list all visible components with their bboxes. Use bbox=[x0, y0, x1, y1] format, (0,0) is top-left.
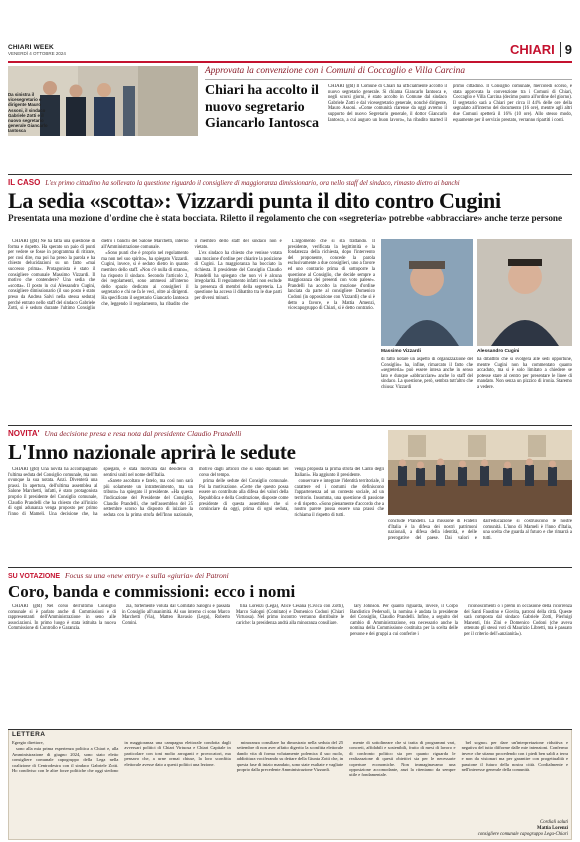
story4-kicker: Focus su una «new entry» e sulla «giuria» dei Patroni bbox=[64, 571, 229, 580]
story4-para-1: CHIARI (gtd) Nel corso dell'ultimo Consiglio comunale si è parlato anche di Commissioni e di rappresentanti dell'Amministrazione in seno alle associazioni. In primo luogo è stata istituita la nuova Commissione di Controllo e Garanzia. bbox=[8, 604, 116, 632]
story1-headline: Chiari ha accolto il nuovo segretario Giancarlo Iantosca bbox=[205, 83, 319, 131]
signature-closing: Cordiali saluti bbox=[540, 820, 568, 825]
story3-body bbox=[8, 467, 384, 563]
letter-para-1: sono alla mia prima esperienza politica a Chiari e, alla Amministrazione di giugno 2024, sono stato eletto consigliere comunale capogruppo della Lega nella coalizione di Centrodestra con il sindaco Gabriele Zotti. Ho condiviso con le altre forze politiche che oggi siedono in maggioranza una campagna elettorale condotta dagli avversari politici di Chiari Virtuosa e Chiari Capitale in particolare con toni molto arroganti e provocatori, ma pensavo che, a urne ormai chiuse, la loro sconfitta elettorale avesse dato a questi politici una lezione. bbox=[12, 740, 231, 774]
letter-label: LETTERA bbox=[12, 731, 46, 738]
story3-label: NOVITA' bbox=[8, 429, 40, 438]
story2-para-4: L'argomento che si sta trattando. Il presidente, verificata la legittimità e la fondatezza della richiesta, dopo l'intervento del proponente, concede la parola esclusivamente a due consiglieri, uno a favore ed uno contrario prima di sottoporre la questione al Consiglio, che decide sempre a maggioranza dei presenti con voto palese». Prandelli ha accolto la mozione d'ordine lanciata da parte al consigliere Domenico Codoni (in opposizione con Vizzardi) che si è detto a favore, e la Mattia Amenzi, vicecapogruppo di Chiari, si è detto contrario. bbox=[287, 239, 375, 312]
page-number: 9 bbox=[560, 42, 572, 57]
story4-para-5: riconoscimenti o i premi in occasione della ricorrenza dei Santi Faustino e Giovita, patroni della città. Queste sarà composta dal sindaco Gabriele Zotti, Pierluigi Manenti, Iris Zini e Domenico Codoni (che aveva ottenuto gli stessi voti di Maurizio Libretti, ma è passato per il criterio dell'«anzianità»). bbox=[464, 604, 572, 637]
story4-para-2: zia, fortemente voluta dal Comitato Salogni e passata in Consiglio all'unanimità. Al suo interno ci sono Marco Marchetti (Via), Matteo Ravasio (Lega), Roberto Comini. bbox=[122, 604, 230, 626]
caption-vizzardi: Massimo Vizzardi bbox=[381, 349, 421, 354]
masthead-right bbox=[510, 42, 572, 57]
story2-kicker: L'ex primo cittadino ha sollevato la questione riguardo il consigliere di maggioranza dimissionario, ora nello staff del sindaco, rimasto dietro ai banchi bbox=[45, 180, 460, 187]
story3-kicker: Una decisione presa e resa nota dal presidente Claudio Prandelli bbox=[44, 429, 242, 438]
signature-role: consigliere comunale capogruppo Lega-Chiari bbox=[477, 831, 568, 837]
letter-signature bbox=[478, 820, 568, 837]
story3-para-4: conservare e integrare l'identità territoriale, il carattere ed i costumi che definiscono l'appartenenza ad un contesto sociale, ad un territorio. Insomma, una questione di passione e di rispetto. «Sono pienamente d'accordo che a nostro parere possa essere una prassi che richiama il rispetto di tutti. bbox=[294, 479, 384, 518]
section-name: CHIARI bbox=[509, 42, 555, 57]
story3-rule-top bbox=[8, 425, 572, 426]
letter-greeting: Egregio direttore, bbox=[12, 740, 44, 745]
letter-para-2: minoranza consiliare ha dimostrato nella seduta del 25 settembre di non aver affatto digerito la sconfitta elettorale dando vita di forma volutamente polemica il suo ruolo, addirittura vociferando su dettare della Giunta Zotti che, in questa fase di inizio mandato, sono state esultate e vagliate proprio dalla precedente Amministrazione Vizzardi. bbox=[236, 740, 344, 773]
photo-cugini-graphic bbox=[477, 239, 572, 346]
story1-rule bbox=[205, 79, 572, 80]
caption-cugini: Alessandro Cugini bbox=[477, 349, 520, 354]
story4-para-3: tilia Lorenzi (Lega), Alice Cesana (Civica con Zotti), Marco Salogni (Comitato) e Domenico Codoni (Chiari Virtuosa). Nel primo incontro verranno distribuite le cariche: la presidenza andrà alla minoranza consiliare. bbox=[236, 604, 344, 626]
letter-body bbox=[12, 740, 568, 826]
story2-deck: Presentata una mozione d'ordine che è stata bocciata. Riletto il regolamento che con «segreteria» potrebbe «abbracciare» anche terze persone bbox=[8, 213, 563, 223]
photo-cugini bbox=[477, 239, 572, 346]
story2-para-3: L'ex sindaco ha chiesto che venisse votata una mozione d'ordine per chiarire la posizione di Cugini. La maggioranza ha bocciato la richiesta. Il presidente del Consiglio Claudio Prandelli ha spiegato che non vi è alcuna irregolarità. Il regolamento infatti non esclude la presenza di membri della segreteria. La questione ha acceso il dibattito tra le due parti per diversi minuti. bbox=[194, 251, 282, 301]
masthead-left bbox=[8, 44, 198, 56]
story2-col6: ha dibattito che si svolgerà alle sedi opportune, mentre Cugini non ha commentato quanto accaduto, ma si è solo limitato a chiedere se potesse stare al centro per presentare le linee di mandato. Non senza un pizzico di ironia. Staremo a vedere. bbox=[477, 357, 572, 390]
story3-col5: conclude Prandelli. La missione di Fratelli d'Italia è la difesa dei nostri patrimoni nazionali, a difesa della identità, e delle prerogative del paese. Dai valori e dall'educazione si costruiscono le nostre comunità. L'inno di Mameli è l'inno d'Italia, una scelta che guarda al futuro e che rimarrà a tutti. bbox=[388, 519, 572, 541]
story1-body: CHIARI (gtd) Il Comune di Chiari ha ufficialmente accolto il nuovo segretario generale. Si chiama Giancarlo Iantosca e, negli scorsi giorni, è stato accolto in Comune dal sindaco Gabriele Zotti e dal vicesegretario generale, nonché dirigente, Mauro Assoni. «Come comunità clarense da oggi avremo il supporto del nuovo Segretario generale, il dottor Giancarlo Iantosca, a cui auguro un buon lavoro», ha ribadito marted il primo cittadino. Il Consiglio comunale, mercoledì scorso, è stata approvata la convenzione tra i Comuni di Chiari, Coccaglio e Villa Carcina (decimo punto all'ordine del giorno). Il segretario sarà a Chiari per circa il 44% delle ore della segnalato all'interno del documento (16 ore), mentre agli altri due Comuni spetterà il 16% (10 ore). Allo stesso modo, equamente per il servizio prestato, verranno ripartiti i costi. bbox=[328, 84, 572, 123]
photo-council-hall-graphic bbox=[388, 430, 572, 515]
story4-kicker-row bbox=[8, 571, 572, 580]
story2-label: IL CASO bbox=[8, 178, 41, 187]
story4-label: SU VOTAZIONE bbox=[8, 573, 60, 580]
photo-council-hall bbox=[388, 430, 572, 515]
story4-para-4: lary Johnson. Per quanto riguarda, invece, il Corpo Bandistico Pedersoli, la nomina è andata la presidente del Consiglio, Claudio Prandelli. Infine, a seguito del cambio di Amministrazione, era necessario anche la nomina della Commissione costituita per la scelta delle persone e dei gruppi a cui conferire i bbox=[350, 604, 458, 637]
story4-headline: Coro, banda e commissioni: ecco i nomi bbox=[8, 582, 296, 601]
issue-date: VENERDÌ 4 OTTOBRE 2024 bbox=[8, 51, 66, 56]
story3-para-3: prima delle sedute del Consiglio comunale. Poi la motivazione. «Certe che questo possa essere un contributo alla difesa dei valori della Repubblica e della Costituzione, disposte come presidente di questa assemblea che si cominciare da oggi, prima di ogni seduta, venga proposta la prima strofa del Canto degli Italiani». Ha aggiunto il presidente. bbox=[199, 467, 384, 513]
masthead-rule bbox=[8, 61, 572, 63]
signature-name: Mattia Lorenzi bbox=[537, 825, 568, 831]
story2-body bbox=[8, 239, 375, 421]
photo-vizzardi bbox=[381, 239, 473, 346]
story3-para-2: «Sarete ascoltato e fatelo, ma così non sarà più solamente un intrattenimento, ma un tributo» ha spiegato il presidente. «Ha questa l'indicazione del Presidente del Consiglio, Claudio Prandelli, che nell'assemblea del 25 settembre scorso ha disposto di iniziare la seduta con la prima strofa dell'Inno nazionale, motivo dagli articoli che si sono dipanati nel corso del tempo. bbox=[103, 467, 289, 518]
photo-vizzardi-graphic bbox=[381, 239, 473, 346]
story2-rule-top bbox=[8, 174, 572, 175]
story4-body bbox=[8, 604, 572, 730]
story2-para-2: «Sono punti che è proprio nel regolamento ma non nel suo spirito», ha spiegato Vizzardi. Cugini, invece, si è seduto dietro in quanto membro dello staff. «Non c'è nulla di strano», ha risposto il sindaco. Secondo l'articolo 2, dei regolamenti, sono ammessi all'interno dello spazio dedicato ai consiglieri il segretario e chi ne fa le veci, oltre ai dirigenti. Ha specificato il segretario Giancarlo Iantosca che, leggendo il regolamento, ha ribadito che il membro dello staff del sindaco non è vietato. bbox=[101, 239, 282, 307]
paper-name: CHIARI WEEK bbox=[8, 44, 54, 51]
story2-para-1: CHIARI (gtd) Ne ha fatta una questione di forma e rispetto. Ha sperato un paio di punti per vedere se fosse in programma di ritirare, per così dire, ma poi ha preso la parola e ha chiesto delucidazioni su un fatto «mai successo prima». Protagonista è stato il consigliere comunale Massimo Vizzardi. Il motivo che contendere? Una sedia che «scotta». Il posto in cui Alessandro Cugini, consigliere dimissionario (il suo posto è stato preso da Andrea Salvi nella stessa seduta) perché entrato nello staff del sindaco Gabriele Zotti, si è seduto durante l'ultimo Consiglio dietro i banchi del Salone Marchetti, interno all'Amministrazione comunale. bbox=[8, 239, 189, 312]
letter-para-4: bel sogno» per dare un'interpretazione riduttiva e negativa del tutto difforme dalle mie intenzioni. Confermo invece che stiamo procedendo con i piedi ben saldi a terra e non da visionari ma per garantire con progettualità e passione il futuro della nostra città. Cordialmente e nell'interesse generale della comunità. bbox=[461, 740, 568, 773]
photo-caption: Da sinistra il vicesegretario e dirigente Mauro Assoni, il sindaco Gabriele Zotti e il nuovo segretario generale Giancarlo Iantosca bbox=[8, 92, 48, 134]
story1-kicker: Approvata la convenzione con i Comuni di Coccaglio e Villa Carcina bbox=[205, 66, 466, 76]
letter-rule bbox=[8, 729, 572, 730]
letter-para-3: mente di sottolineare che si tratta di programmi vari, concreti, affidabili e sostenibili, frutto di mesi di lavoro e di confronto politico sia per quanto riguarda le realizzazione di questi obiettivi sia per le necessarie coperture economiche. Non immaginavamo una opposizione accomodante, anzi la riteniamo da sempre utile e fondamentale. bbox=[349, 740, 456, 778]
story3-para-1: CHIARI (gtd) Una novità ha accompagnato l'ultima seduta del Consiglio comunale, ma non ovunque la sua notata. Anzi. Diventerà una prassi. In apertura, dell'ultima assemblea al Salone Marchetti, infatti, è stato protagonista proprio il presidente del Consiglio comunale, Claudio Prandelli che ha chiesto che all'inizio di ogni adunanza venga proposto per primo l'inno di Mameli. Una decisione che, ha spiegato, è stata motivata dal desiderio di sentirsi uniti nel nome dell'Italia. bbox=[8, 467, 193, 517]
story2-kicker-row bbox=[8, 178, 572, 187]
story2-headline: La sedia «scotta»: Vizzardi punta il dito contro Cugini bbox=[8, 188, 501, 213]
story4-rule-top bbox=[8, 567, 572, 568]
story3-headline: L'Inno nazionale aprirà le sedute bbox=[8, 440, 296, 464]
story2-col5: di fatto notare un aspetto di organizzazione del Consiglio» ha, infine, rimarcato il fatto che «segreteria» può essere intesa anche in senso lato e dunque «abbracciare» anche lo staff del sindaco. La questione, però, sembra tutt'altro che chiusa: Vizzardi bbox=[381, 357, 473, 390]
